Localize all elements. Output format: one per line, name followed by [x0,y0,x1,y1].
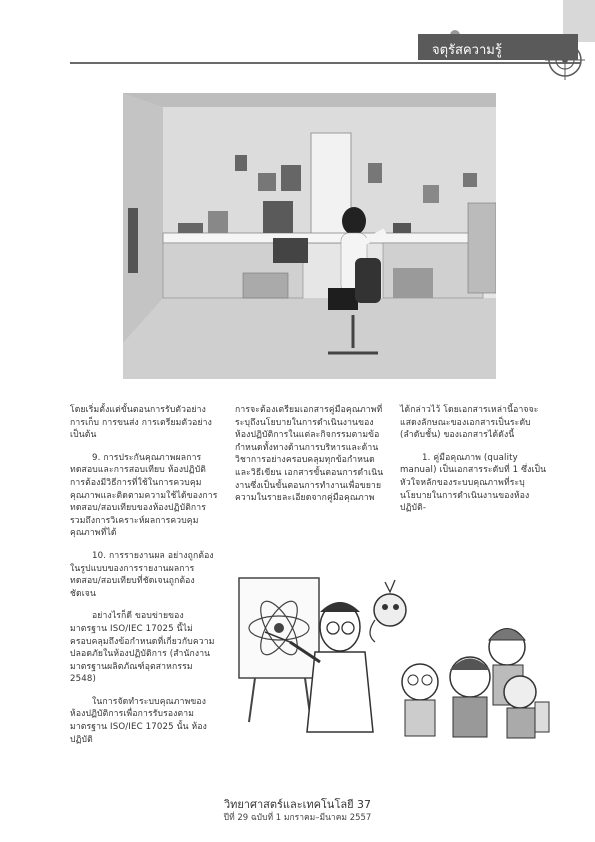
footer-journal-title: วิทยาศาสตร์และเทคโนโลยี 37 [223,798,372,811]
paragraph: ในการจัดทำระบบคุณภาพของห้องปฏิบัติการเพื่อการรับรองตามมาตรฐาน ISO/IEC 17025 นั้น ห้องปฏิบัติ [70,696,207,745]
paragraph: การจะต้องเตรียมเอกสารคู่มือคุณภาพที่ระบุถึงนโยบายในการดำเนินงานของห้องปฏิบัติการในแต่ละกิจกรรมตามข้อกำหนดทั้งทางด้านการบริหารและด้านวิชาการอย่างครอบคลุมทุกข้อกำหนด และวิธีเขียน เอกสารขั้นตอนการดำเนินงานซึ่งเป็นขั้นตอนการทำงานเพื่อขยายความในรายละเอียดจากคู่มือคุณภาพ [235,405,384,504]
paragraph: 10. การรายงานผล อย่างถูกต้องในรูปแบบของการรายงานผลการทดสอบ/สอบเทียบที่ชัดเจนถูกต้องชัดเจน [70,550,214,599]
text-column-2 [235,404,385,505]
header-rule [70,62,580,64]
text-column-1 [70,404,220,746]
laboratory-photo [123,93,496,379]
paragraph: 1. คู่มือคุณภาพ (quality manual) เป็นเอกสารระดับที่ 1 ซึ่งเป็นหัวใจหลักของระบบคุณภาพที่ระบุนโยบายในการดำเนินงานของห้องปฏิบัติ- [400,452,547,514]
paragraph: ได้กล่าวไว้ โดยเอกสารเหล่านี้อาจจะแสดงลักษณะของเอกสารเป็นระดับ (ลำดับชั้น) ของเอกสารได้ดังนี้ [400,405,539,441]
footer-issue: ปีที่ 29 ฉบับที่ 1 มกราคม–มีนาคม 2557 [223,813,372,823]
scientist-cartoon-illustration [235,572,550,740]
section-title: จตุรัสความรู้ [432,43,502,58]
paragraph: โดยเริ่มตั้งแต่ขั้นตอนการรับตัวอย่าง การเก็บ การขนส่ง การเตรียมตัวอย่าง เป็นต้น [70,405,212,441]
paragraph: อย่างไรก็ดี ขอบข่ายของมาตรฐาน ISO/IEC 17025 นี้ไม่ครอบคลุมถึงข้อกำหนดที่เกี่ยวกับความปลอดภัยในห้องปฏิบัติการ (สำนักงานมาตรฐานผลิตภัณฑ์อุตสาหกรรม 2548) [70,611,215,685]
target-icon [545,40,585,80]
text-column-3 [400,404,550,515]
paragraph: 9. การประกันคุณภาพผลการทดสอบและการสอบเทียบ ห้องปฏิบัติการต้องมีวิธีการที่ใช้ในการควบคุมคุณภาพและติดตามความใช้ได้ของการทดสอบ/สอบเทียบของห้องปฏิบัติการ รวมถึงการวิเคราะห์ผลการควบคุมคุณภาพที่ได้ [70,452,218,539]
